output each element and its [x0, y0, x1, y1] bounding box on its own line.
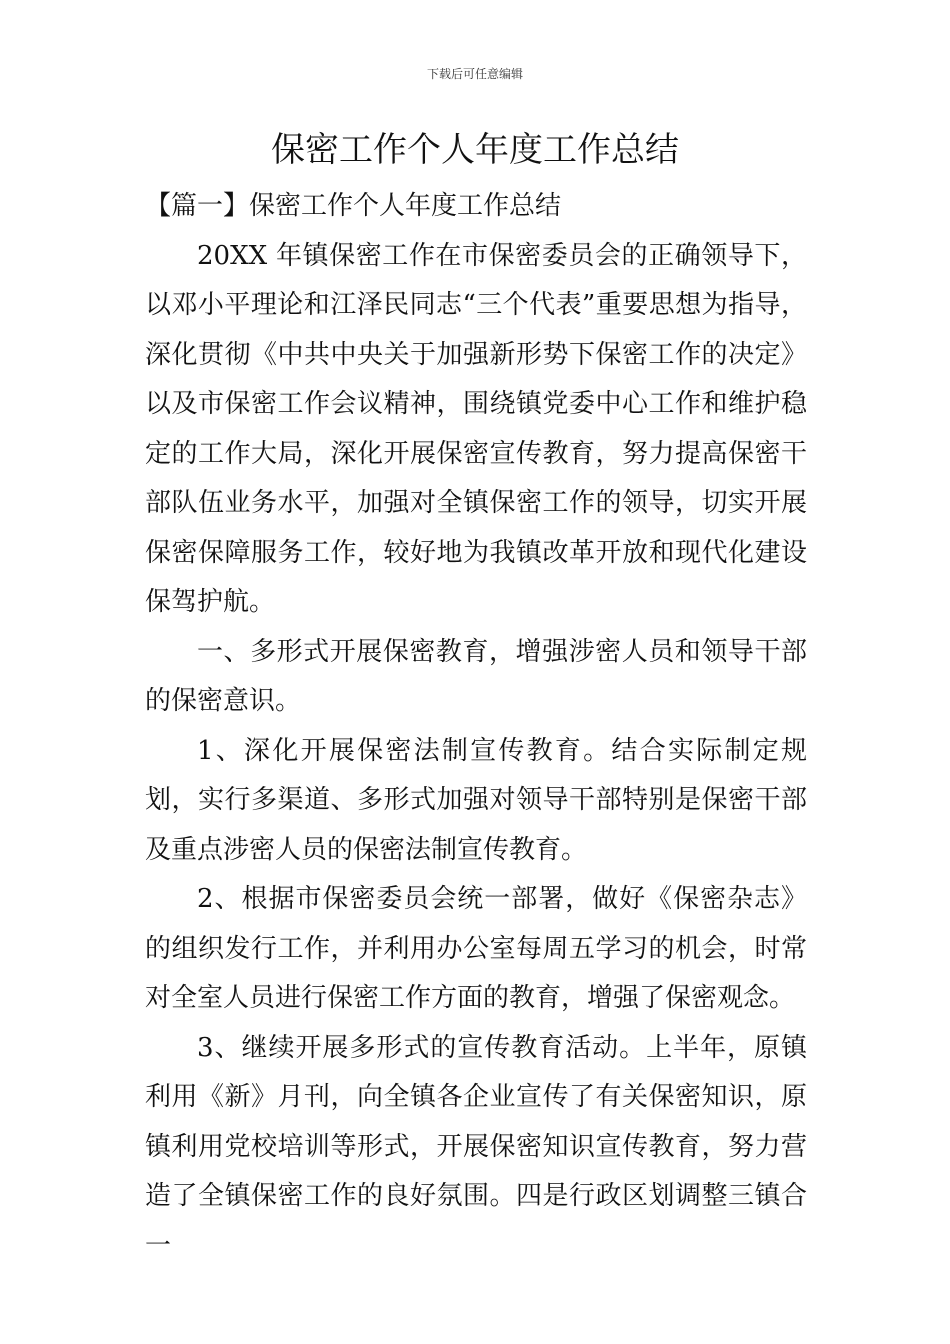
document-body [145, 182, 807, 1271]
paragraph: 1、深化开展保密法制宣传教育。结合实际制定规划，实行多渠道、多形式加强对领导干部特别是保密干部及重点涉密人员的保密法制宣传教育。 [145, 735, 807, 865]
document-title: 保密工作个人年度工作总结 [271, 130, 679, 170]
paragraph: 20XX 年镇保密工作在市保密委员会的正确领导下，以邓小平理论和江泽民同志“三个代表”重要思想为指导，深化贯彻《中共中央关于加强新形势下保密工作的决定》以及市保密工作会议精神，围绕镇党委中心工作和维护稳定的工作大局，深化开展保密宣传教育，努力提高保密干部队伍业务水平，加强对全镇保密工作的领导，切实开展保密保障服务工作，较好地为我镇改革开放和现代化建设保驾护航。 [145, 240, 807, 617]
section-heading: 【篇一】保密工作个人年度工作总结 [145, 191, 562, 221]
paragraph: 2、根据市保密委员会统一部署，做好《保密杂志》的组织发行工作，并利用办公室每周五学习的机会，时常对全室人员进行保密工作方面的教育，增强了保密观念。 [145, 884, 807, 1013]
header-note: 下载后可任意编辑 [426, 67, 523, 81]
paragraph: 一、多形式开展保密教育，增强涉密人员和领导干部的保密意识。 [145, 636, 807, 716]
paragraph: 3、继续开展多形式的宣传教育活动。上半年，原镇利用《新》月刊，向全镇各企业宣传了有关保密知识，原镇利用党校培训等形式，开展保密知识宣传教育，努力营造了全镇保密工作的良好氛围。四是行政区划调整三镇合一 [145, 1032, 807, 1261]
